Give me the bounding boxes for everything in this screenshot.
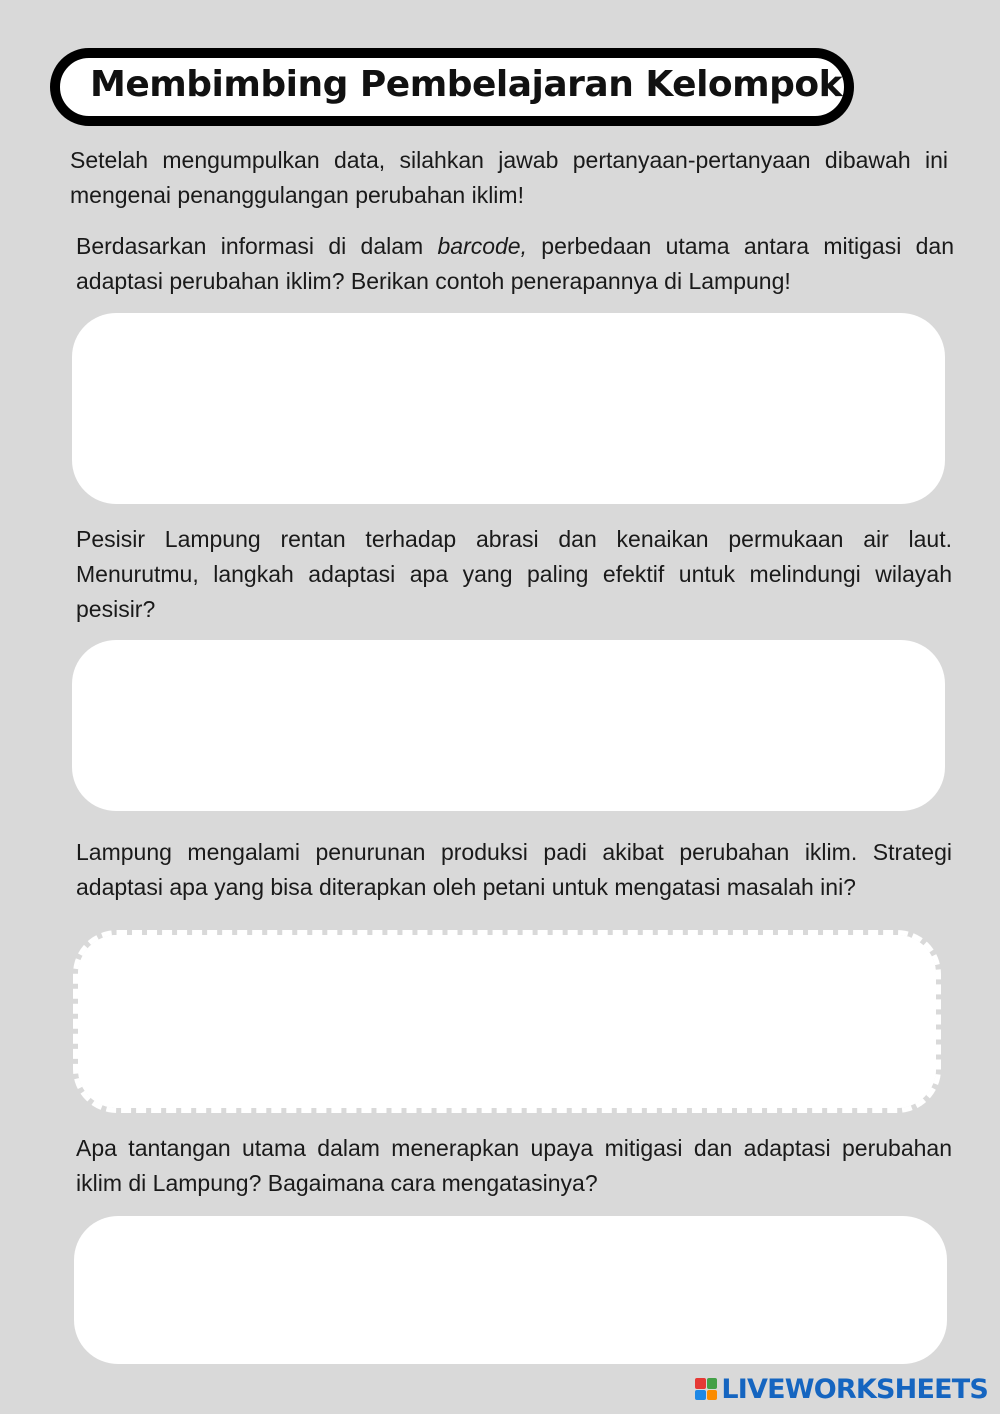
question-1-emphasis: barcode,: [437, 233, 527, 259]
title-banner: [50, 48, 854, 126]
answer-input-3[interactable]: [73, 930, 941, 1113]
question-4: Apa tantangan utama dalam menerapkan upaya mitigasi dan adaptasi perubahan iklim di Lampung? Bagaimana cara mengatasinya?: [76, 1135, 952, 1196]
liveworksheets-brand: [695, 1372, 988, 1406]
question-3: Lampung mengalami penurunan produksi padi akibat perubahan iklim. Strategi adaptasi apa yang bisa diterapkan oleh petani untuk mengatasi masalah ini?: [76, 839, 952, 900]
logo-cell: [695, 1378, 706, 1389]
brand-name: LIVEWORKSHEETS: [721, 1373, 988, 1405]
logo-cell: [707, 1378, 718, 1389]
logo-cell: [695, 1390, 706, 1401]
liveworksheets-logo-icon: [695, 1378, 717, 1400]
intro-text: Setelah mengumpulkan data, silahkan jawab pertanyaan-pertanyaan dibawah ini mengenai penanggulangan perubahan iklim!: [70, 147, 948, 208]
logo-cell: [707, 1390, 718, 1401]
question-1-text-before: Berdasarkan informasi di dalam: [76, 233, 438, 259]
question-2: Pesisir Lampung rentan terhadap abrasi dan kenaikan permukaan air laut. Menurutmu, langkah adaptasi apa yang paling efektif untuk melindungi wilayah pesisir?: [76, 526, 952, 622]
question-1: [76, 229, 954, 299]
question-1-text-after: perbedaan utama antara mitigasi dan adaptasi perubahan iklim? Berikan contoh penerapannya di Lampung!: [76, 233, 954, 294]
answer-input-1[interactable]: [72, 313, 945, 504]
page-title: Membimbing Pembelajaran Kelompok: [90, 64, 843, 105]
answer-input-4[interactable]: [74, 1216, 947, 1364]
answer-input-2[interactable]: [72, 640, 945, 811]
